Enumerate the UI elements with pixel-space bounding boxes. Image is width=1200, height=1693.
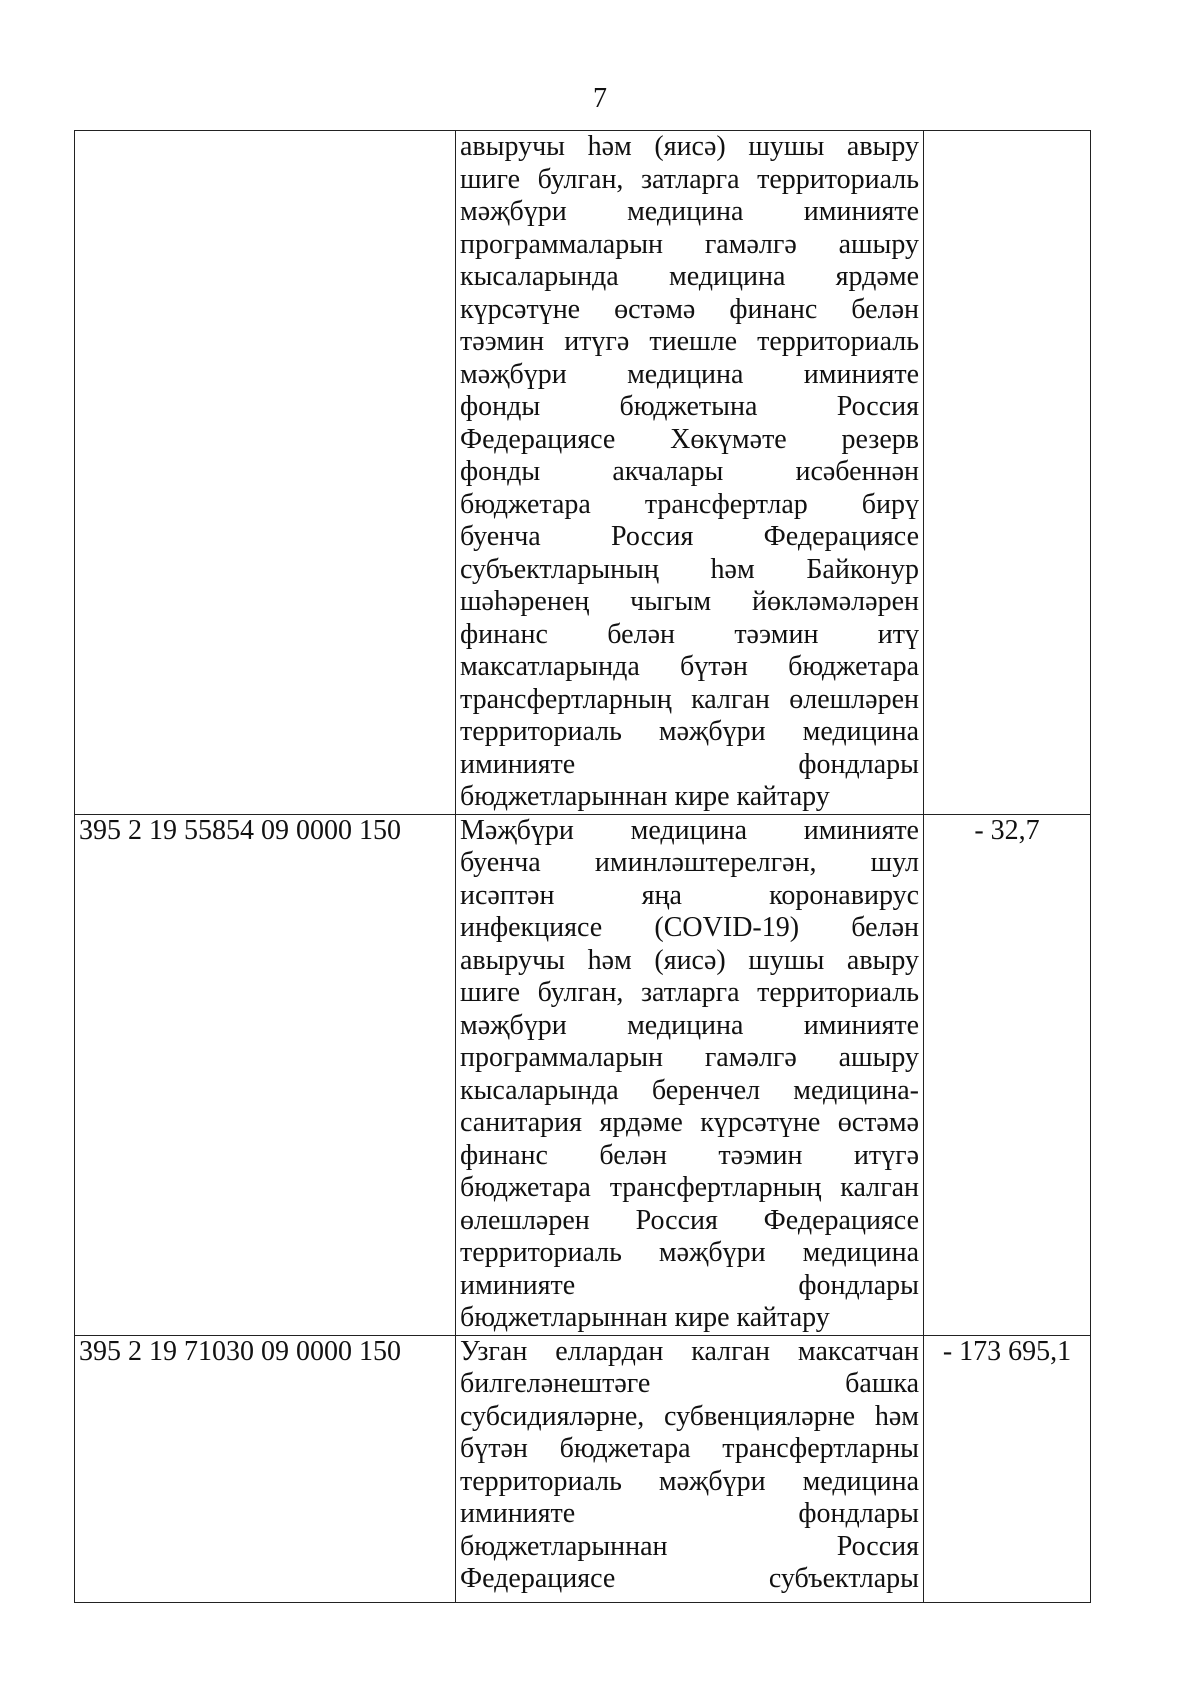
budget-code-cell: 395 2 19 71030 09 0000 150: [75, 1335, 456, 1602]
description-cell: [456, 1335, 924, 1602]
description-cell: [456, 131, 924, 815]
table-row: [75, 131, 1091, 815]
budget-code-cell: 395 2 19 55854 09 0000 150: [75, 814, 456, 1335]
description-line: фонды бюджетына Россия: [460, 391, 919, 422]
description-line: финанс белән тәэмин итү: [460, 618, 919, 650]
description-line: финанс белән тәэмин итүгә: [460, 1139, 919, 1171]
description-line: Федерациясе субъектлары: [460, 1563, 919, 1594]
description-line: билгеләнештәге башка: [460, 1368, 919, 1399]
description-line: инфекциясе (COVID-19) белән: [460, 912, 919, 943]
description-line: Мәҗбүри медицина иминияте: [460, 814, 919, 846]
description-line: шәһәренең чыгым йөкләмәләрен: [460, 586, 919, 617]
description-line: фонды акчалары исәбеннән: [460, 456, 919, 487]
description-line: авыручы һәм (яисә) шушы авыру: [460, 131, 919, 162]
description-line: территориаль мәҗбүри медицина: [460, 1465, 919, 1497]
description-line: бюджетларыннан кире кайтару: [460, 1302, 830, 1333]
page-number: 7: [593, 83, 607, 114]
description-line: мәҗбүри медицина иминияте: [460, 1009, 919, 1041]
description-cell: [456, 814, 924, 1335]
description-line: өлешләрен Россия Федерациясе: [460, 1204, 919, 1236]
description-line: программаларын гамәлгә ашыру: [460, 1042, 919, 1073]
description-line: күрсәтүне өстәмә финанс белән: [460, 293, 919, 325]
description-line: субсидияләрне, субвенцияләрне һәм: [460, 1400, 919, 1432]
description-line: кысаларында медицина ярдәме: [460, 261, 919, 292]
description-line: иминияте фондлары: [460, 1269, 919, 1301]
description-line: шиге булган, затларга территориаль: [460, 977, 919, 1008]
description-line: санитария ярдәме күрсәтүне өстәмә: [460, 1107, 919, 1138]
description-line: иминияте фондлары: [460, 1498, 919, 1529]
budget-table: [74, 130, 1091, 1603]
description-line: кысаларында беренчел медицина-: [460, 1074, 919, 1106]
description-line: бюджетара трансфертлар бирү: [460, 488, 919, 520]
description-line: максатларында бүтән бюджетара: [460, 651, 919, 682]
description-line: исәптән яңа коронавирус: [460, 879, 919, 911]
description-line: иминияте фондлары: [460, 748, 919, 780]
budget-code-cell: [75, 131, 456, 815]
amount-cell: - 32,7: [924, 814, 1091, 1335]
description-line: территориаль мәҗбүри медицина: [460, 1237, 919, 1268]
description-line: субъектларының һәм Байконур: [460, 553, 919, 585]
description-line: Узган еллардан калган максатчан: [460, 1335, 919, 1367]
description-line: Федерациясе Хөкүмәте резерв: [460, 423, 919, 455]
amount-cell: [924, 131, 1091, 815]
description-line: буенча иминләштерелгән, шул: [460, 847, 919, 878]
description-line: программаларын гамәлгә ашыру: [460, 228, 919, 260]
description-line: бюджетларыннан Россия: [460, 1530, 919, 1562]
description-line: бюджетларыннан кире кайтару: [460, 781, 830, 812]
table-row: [75, 814, 1091, 1335]
description-line: мәҗбүри медицина иминияте: [460, 196, 919, 227]
description-line: авыручы һәм (яисә) шушы авыру: [460, 944, 919, 976]
amount-cell: - 173 695,1: [924, 1335, 1091, 1602]
description-line: трансфертларның калган өлешләрен: [460, 683, 919, 715]
table-row: [75, 1335, 1091, 1602]
description-line: шиге булган, затларга территориаль: [460, 163, 919, 195]
description-line: мәҗбүри медицина иминияте: [460, 358, 919, 390]
description-line: территориаль мәҗбүри медицина: [460, 716, 919, 747]
description-line: тәэмин итүгә тиешле территориаль: [460, 326, 919, 357]
description-line: бүтән бюджетара трансфертларны: [460, 1433, 919, 1464]
description-line: буенча Россия Федерациясе: [460, 521, 919, 552]
description-line: бюджетара трансфертларның калган: [460, 1172, 919, 1203]
